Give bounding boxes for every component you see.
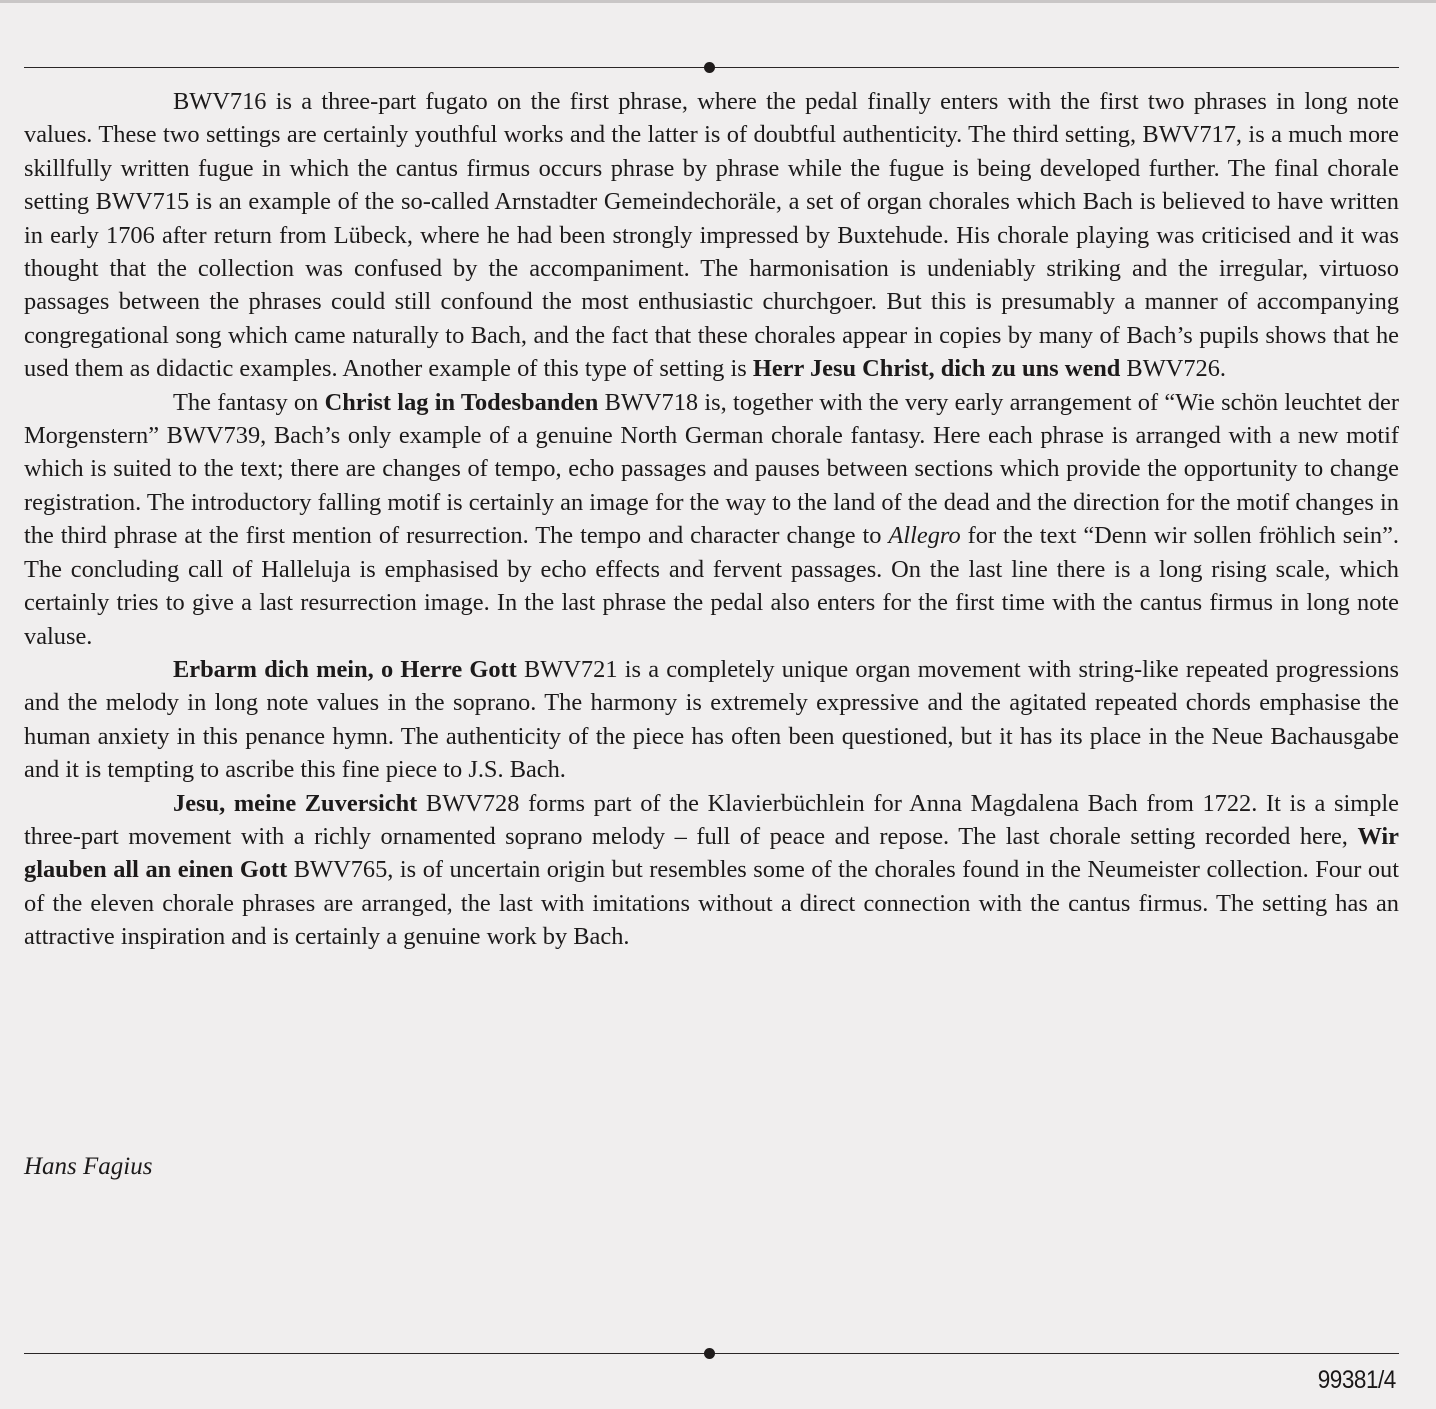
essay-body — [24, 85, 1399, 954]
top-divider-rule — [24, 67, 1399, 68]
text-run: BWV726. — [1120, 355, 1227, 383]
paragraph — [24, 386, 1399, 653]
italic-term: Allegro — [888, 522, 961, 550]
text-run: BWV721 is a completely unique organ movement with string-like repeated progressions and the melody in long note values in the soprano. The harmony is extremely expressive and the agitated repeated chords emphasise the human anxiety in this penance hymn. The authenticity of the piece has often been questioned, but it has its place in the Neue Bachausgabe and it is tempting to ascribe this fine piece to J.S. Bach. — [24, 655, 1400, 784]
bold-title: Wir glauben all an einen Gott — [24, 822, 1399, 884]
text-run: BWV728 forms part of the Klavierbüchlein for Anna Magdalena Bach from 1722. It is a simple three-part movement with a richly ornamented soprano melody – full of peace and repose. The last chorale setting recorded here, — [24, 789, 1399, 850]
paragraph — [24, 85, 1399, 386]
divider-dot-ornament — [704, 62, 715, 73]
paragraph — [24, 653, 1399, 787]
bottom-divider-rule — [24, 1353, 1399, 1354]
page-top-edge — [0, 0, 1436, 3]
bold-title: Jesu, meine Zuversicht — [173, 789, 418, 817]
text-run: for the text “Denn wir sollen fröhlich sein”. The concluding call of Halleluja is emphasised by echo effects and fervent passages. On the last line there is a long rising scale, which certainly tries to give a last resurrection image. In the last phrase the pedal also enters for the first time with the cantus firmus in long note valuse. — [24, 522, 1399, 650]
bold-title: Herr Jesu Christ, dich zu uns wend — [752, 355, 1121, 383]
author-signature: Hans Fagius — [24, 1153, 153, 1180]
bold-title: Erbarm dich mein, o Herre Gott — [173, 655, 517, 683]
divider-dot-ornament — [704, 1348, 715, 1359]
paragraph — [24, 787, 1399, 954]
text-run: BWV716 is a three-part fugato on the first phrase, where the pedal finally enters with the first two phrases in long note values. These two settings are certainly youthful works and the latter is of doubtful authenticity. The third setting, BWV717, is a much more skillfully written fugue in which the cantus firmus occurs phrase by phrase while the fugue is being developed further. The final chorale setting BWV715 is an example of the so-called Arnstadter Gemeindechoräle, a set of organ chorales which Bach is believed to have written in early 1706 after return from Lübeck, where he had been strongly impressed by Buxtehude. His chorale playing was criticised and it was thought that the collection was confused by the accompaniment. The harmonisation is undeniably striking and the irregular, virtuoso passages between the phrases could still confound the most enthusiastic churchgoer. But this is presumably a manner of accompanying congregational song which came naturally to Bach, and the fact that these chorales appear in copies by many of Bach’s pupils shows that he used them as didactic examples. Another example of this type of setting is — [24, 88, 1399, 383]
text-run: The fantasy on — [173, 388, 325, 416]
text-run: BWV765, is of uncertain origin but resembles some of the chorales found in the Neumeister collection. Four out of the eleven chorale phrases are arranged, the last with imitations without a direct connection with the cantus firmus. The setting has an attractive inspiration and is certainly a genuine work by Bach. — [24, 856, 1400, 951]
text-run: BWV718 is, together with the very early arrangement of “Wie schön leuchtet der Morgenstern” BWV739, Bach’s only example of a genuine North German chorale fantasy. Here each phrase is arranged with a new motif which is suited to the text; there are changes of tempo, echo passages and pauses between sections which provide the opportunity to change registration. The introductory falling motif is certainly an image for the way to the land of the dead and the direction for the motif changes in the third phrase at the first mention of resurrection. The tempo and character change to — [24, 388, 1399, 550]
bold-title: Christ lag in Todesbanden — [324, 388, 599, 416]
page-number: 99381/4 — [1317, 1366, 1396, 1394]
